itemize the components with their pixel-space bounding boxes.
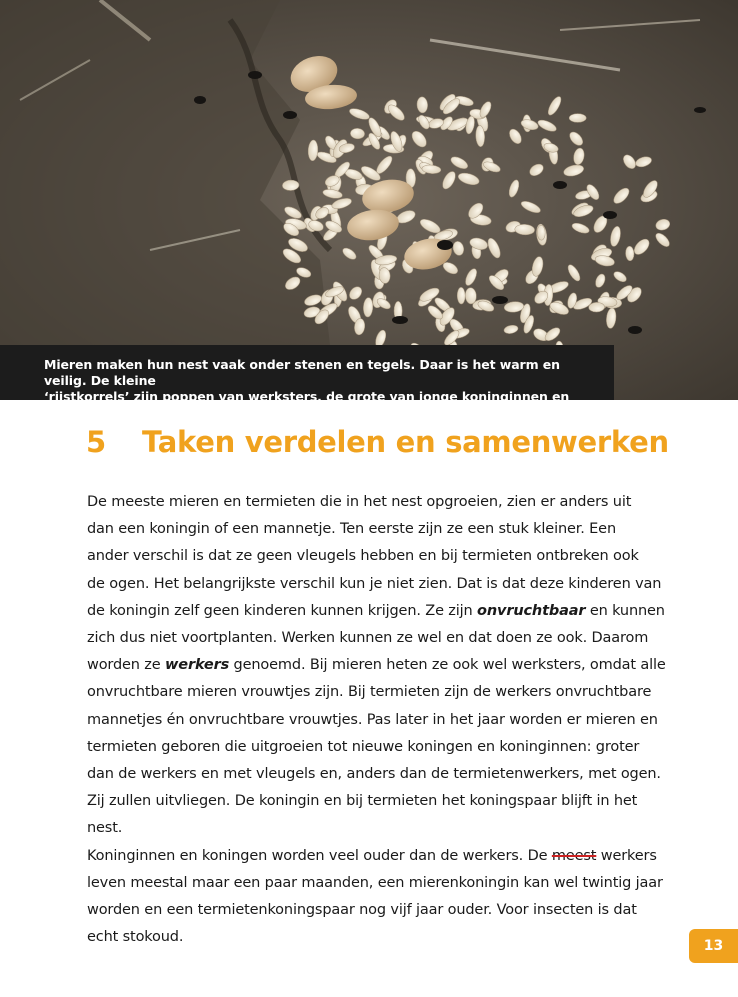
body-fragment: Koninginnen en koningen worden veel ouder dan de werkers. De xyxy=(87,847,552,864)
body-line: Zij zullen uitvliegen. De koningin en bij termieten het koningspaar blijft in het xyxy=(87,793,638,810)
body-line: dan een koningin of een mannetje. Ten eerste zijn ze een stuk kleiner. Een xyxy=(87,521,616,538)
chapter-number: 5 xyxy=(86,425,106,459)
emphasis-werkers: werkers xyxy=(165,657,230,674)
emphasis-onvruchtbaar: onvruchtbaar xyxy=(477,602,586,619)
chapter-heading xyxy=(86,420,706,464)
body-line: de ogen. Het belangrijkste verschil kun je niet zien. Dat is dat deze kinderen van xyxy=(87,575,662,592)
body-line: De meeste mieren en termieten die in het nest opgroeien, zien er anders uit xyxy=(87,494,632,510)
body-line: termieten geboren die uitgroeien tot nieuwe koningen en koninginnen: groter xyxy=(87,738,640,755)
body-line: leven meestal maar een paar maanden, een mierenkoningin kan wel twintig jaar xyxy=(87,874,663,891)
ant-nest-photo xyxy=(0,0,738,420)
body-fragment: de koningin zelf geen kinderen kunnen krijgen. Ze zijn xyxy=(87,602,478,619)
body-fragment: worden ze xyxy=(87,657,166,674)
page-number-tab: 13 xyxy=(689,929,738,963)
body-line: echt stokoud. xyxy=(87,929,184,946)
photo-caption xyxy=(0,345,614,420)
caption-line-1: Mieren maken hun nest vaak onder stenen en tegels. Daar is het warm en veilig. De kleine xyxy=(44,357,560,388)
body-text xyxy=(87,489,667,951)
pupa xyxy=(569,114,586,123)
body-fragment: werkers xyxy=(596,847,657,864)
struck-word: meest xyxy=(551,847,597,864)
body-line xyxy=(87,843,667,870)
body-line: dan de werkers en met vleugels en, anders dan de termietenwerkers, met ogen. xyxy=(87,766,661,783)
body-fragment: genoemd. Bij mieren heten ze ook wel werksters, omdat alle xyxy=(229,657,666,674)
body-line: mannetjes én onvruchtbare vrouwtjes. Pas later in het jaar worden er mieren en xyxy=(87,711,658,728)
caption-line-2: ‘rijstkorrels’ zijn poppen van werksters, de grote van jonge koninginnen en mannetjes. xyxy=(44,389,570,420)
body-line xyxy=(87,652,667,679)
body-line: ander verschil is dat ze geen vleugels hebben en bij termieten ontbreken ook xyxy=(87,548,639,565)
body-line: worden en een termietenkoningspaar nog vijf jaar ouder. Voor insecten is dat xyxy=(87,902,637,919)
body-line: zich dus niet voortplanten. Werken kunnen ze wel en dat doen ze ook. Daarom xyxy=(87,630,649,647)
photo-illustration xyxy=(0,0,738,400)
body-fragment: en kunnen xyxy=(585,602,665,619)
body-line xyxy=(87,598,667,625)
body-line: nest. xyxy=(87,820,123,837)
pupa xyxy=(457,287,465,304)
chapter-title: Taken verdelen en samenwerken xyxy=(142,425,669,459)
body-line: onvruchtbare mieren vrouwtjes zijn. Bij termieten zijn de werkers onvruchtbare xyxy=(87,684,652,701)
